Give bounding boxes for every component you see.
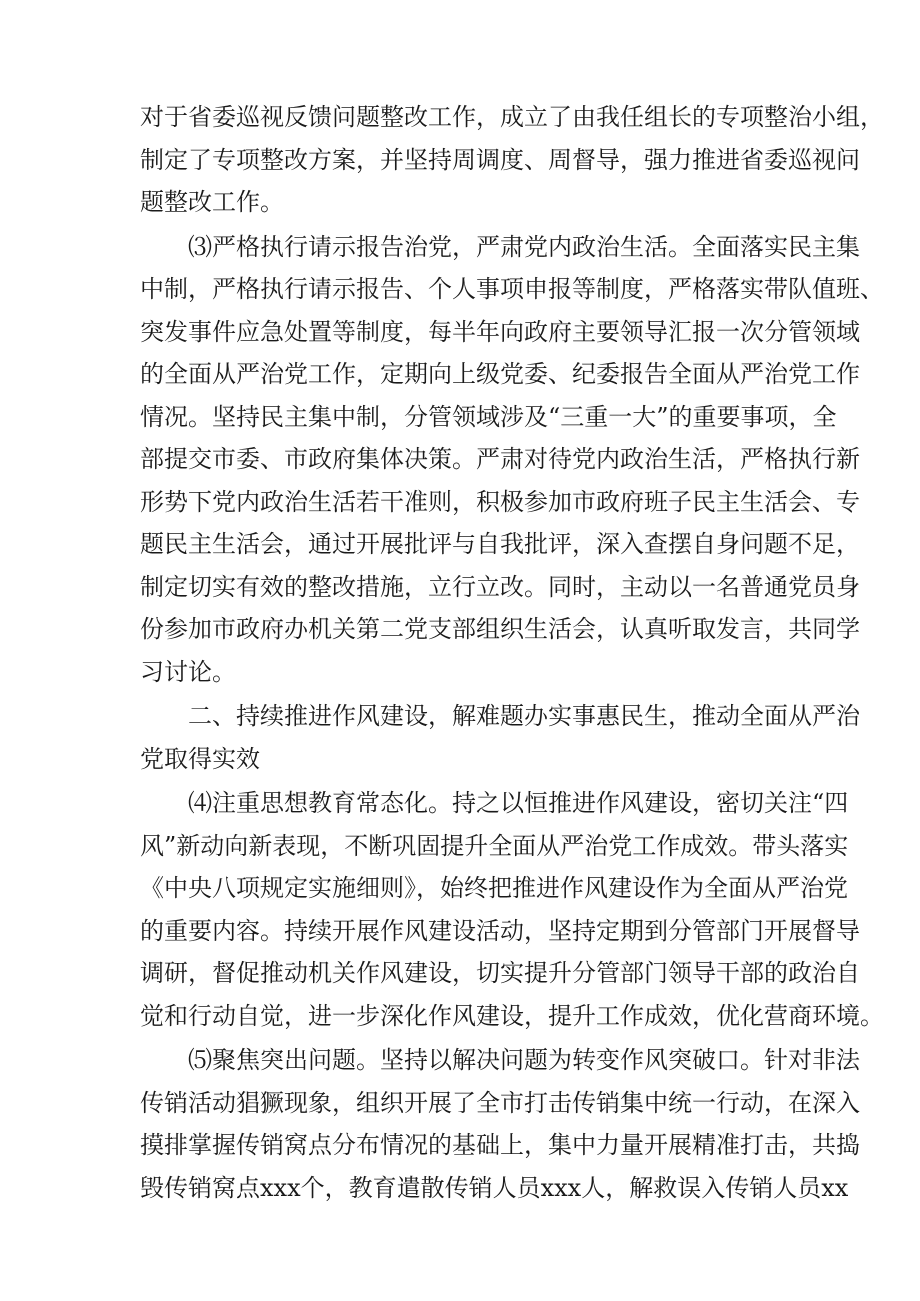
text-line: 中制，严格执行请示报告、个人事项申报等制度，严格落实带队值班、 <box>140 275 884 303</box>
paragraph-first-line: ⑶严格执行请示报告治党，严肃党内政治生活。全面落实民主集 <box>188 233 860 261</box>
text-line: 《中央八项规定实施细则》，始终把推进作风建设作为全面从严治党 <box>140 874 848 902</box>
text-line: 突发事件应急处置等制度，每半年向政府主要领导汇报一次分管领域 <box>140 318 860 346</box>
text-line: 调研，督促推动机关作风建设，切实提升分管部门领导干部的政治自 <box>140 959 860 987</box>
text-line: 题整改工作。 <box>140 188 284 216</box>
paragraph-first-line: ⑸聚焦突出问题。坚持以解决问题为转变作风突破口。针对非法 <box>188 1046 860 1074</box>
text-line: 摸排掌握传销窝点分布情况的基础上，集中力量开展精准打击，共捣 <box>140 1131 860 1159</box>
text-line: 份参加市政府办机关第二党支部组织生活会，认真听取发言，共同学 <box>140 615 860 643</box>
text-line: 习讨论。 <box>140 658 236 686</box>
text-line: 风”新动向新表现，不断巩固提升全面从严治党工作成效。带头落实 <box>140 832 849 860</box>
text-line: 毁传销窝点xxx个，教育遣散传销人员xxx人，解救误入传销人员xx <box>140 1174 849 1202</box>
text-line: 的重要内容。持续开展作风建设活动，坚持定期到分管部门开展督导 <box>140 917 860 945</box>
text-line: 制定切实有效的整改措施，立行立改。同时，主动以一名普通党员身 <box>140 573 860 601</box>
text-line: 形势下党内政治生活若干准则，积极参加市政府班子民主生活会、专 <box>140 488 860 516</box>
text-line: 部提交市委、市政府集体决策。严肃对待党内政治生活，严格执行新 <box>140 445 860 473</box>
text-line: 的全面从严治党工作，定期向上级党委、纪委报告全面从严治党工作 <box>140 360 860 388</box>
paragraph-first-line: ⑷注重思想教育常态化。持之以恒推进作风建设，密切关注“四 <box>188 789 849 817</box>
text-line: 题民主生活会，通过开展批评与自我批评，深入查摆自身问题不足， <box>140 530 860 558</box>
text-line: 情况。坚持民主集中制，分管领域涉及“三重一大”的重要事项，全 <box>140 403 837 431</box>
text-line: 传销活动猖獗现象，组织开展了全市打击传销集中统一行动，在深入 <box>140 1089 860 1117</box>
text-line: 对于省委巡视反馈问题整改工作，成立了由我任组长的专项整治小组， <box>140 103 884 131</box>
section-heading-line: 党取得实效 <box>140 745 260 773</box>
section-heading-line: 二、持续推进作风建设，解难题办实事惠民生，推动全面从严治 <box>188 702 860 730</box>
text-line: 制定了专项整改方案，并坚持周调度、周督导，强力推进省委巡视问 <box>140 146 860 174</box>
text-line: 觉和行动自觉，进一步深化作风建设，提升工作成效，优化营商环境。 <box>140 1002 884 1030</box>
